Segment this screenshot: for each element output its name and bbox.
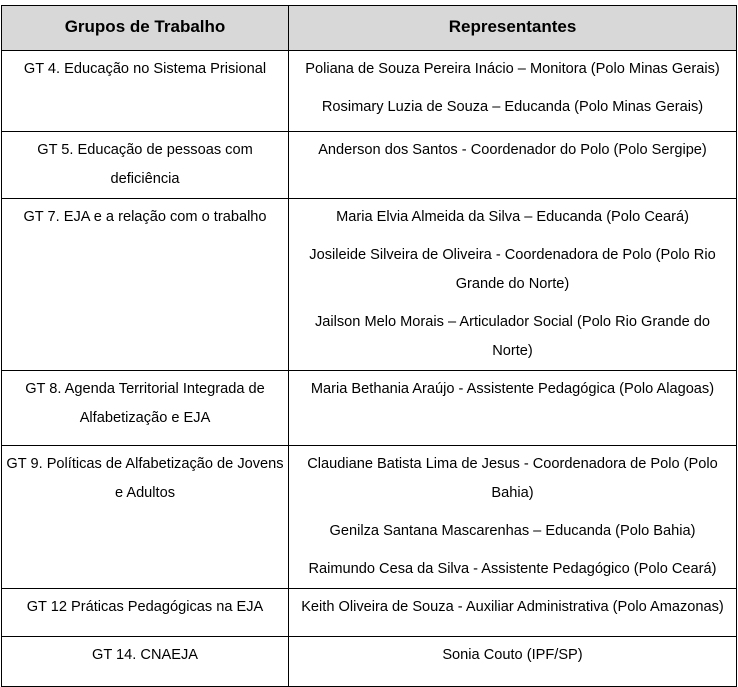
table-row [2, 51, 737, 132]
representative-entry: Jailson Melo Morais – Articulador Social (Polo Rio Grande do Norte) [314, 314, 711, 359]
group-cell: GT 7. EJA e a relação com o trabalho [2, 199, 289, 371]
table-row [2, 132, 737, 199]
representative-entry: Claudiane Batista Lima de Jesus - Coordenadora de Polo (Polo Bahia) [307, 456, 718, 501]
table-row [2, 637, 737, 687]
representative-entry: Keith Oliveira de Souza - Auxiliar Administrativa (Polo Amazonas) [301, 599, 724, 615]
representative-entry: Rosimary Luzia de Souza – Educanda (Polo Minas Gerais) [321, 99, 704, 115]
table-row [2, 371, 737, 446]
representative-entry: Sonia Couto (IPF/SP) [442, 647, 583, 663]
group-cell: GT 5. Educação de pessoas com deficiência [2, 132, 289, 199]
group-cell: GT 4. Educação no Sistema Prisional [2, 51, 289, 132]
header-groups: Grupos de Trabalho [2, 6, 289, 51]
group-cell: GT 8. Agenda Territorial Integrada de Alfabetização e EJA [2, 371, 289, 446]
representatives-cell [289, 132, 737, 199]
representative-entry: Maria Elvia Almeida da Silva – Educanda (Polo Ceará) [336, 209, 689, 225]
group-cell: GT 12 Práticas Pedagógicas na EJA [2, 589, 289, 637]
representatives-cell [289, 446, 737, 589]
group-cell: GT 9. Políticas de Alfabetização de Jovens e Adultos [2, 446, 289, 589]
representative-entry: Josileide Silveira de Oliveira - Coordenadora de Polo (Polo Rio Grande do Norte) [309, 247, 716, 292]
representatives-cell [289, 589, 737, 637]
representatives-cell [289, 199, 737, 371]
table-row [2, 199, 737, 371]
representative-entry: Maria Bethania Araújo - Assistente Pedagógica (Polo Alagoas) [310, 381, 715, 397]
representative-entry: Anderson dos Santos - Coordenador do Polo (Polo Sergipe) [318, 142, 707, 158]
representative-entry: Genilza Santana Mascarenhas – Educanda (Polo Bahia) [329, 523, 696, 539]
working-groups-table [1, 5, 737, 687]
table-row [2, 446, 737, 589]
table-row [2, 589, 737, 637]
representative-entry: Poliana de Souza Pereira Inácio – Monitora (Polo Minas Gerais) [305, 61, 720, 77]
table-header-row [2, 6, 737, 51]
representatives-cell [289, 637, 737, 687]
header-representatives: Representantes [289, 6, 737, 51]
representatives-cell [289, 51, 737, 132]
representative-entry: Raimundo Cesa da Silva - Assistente Pedagógico (Polo Ceará) [308, 561, 717, 577]
representatives-cell [289, 371, 737, 446]
group-cell: GT 14. CNAEJA [2, 637, 289, 687]
